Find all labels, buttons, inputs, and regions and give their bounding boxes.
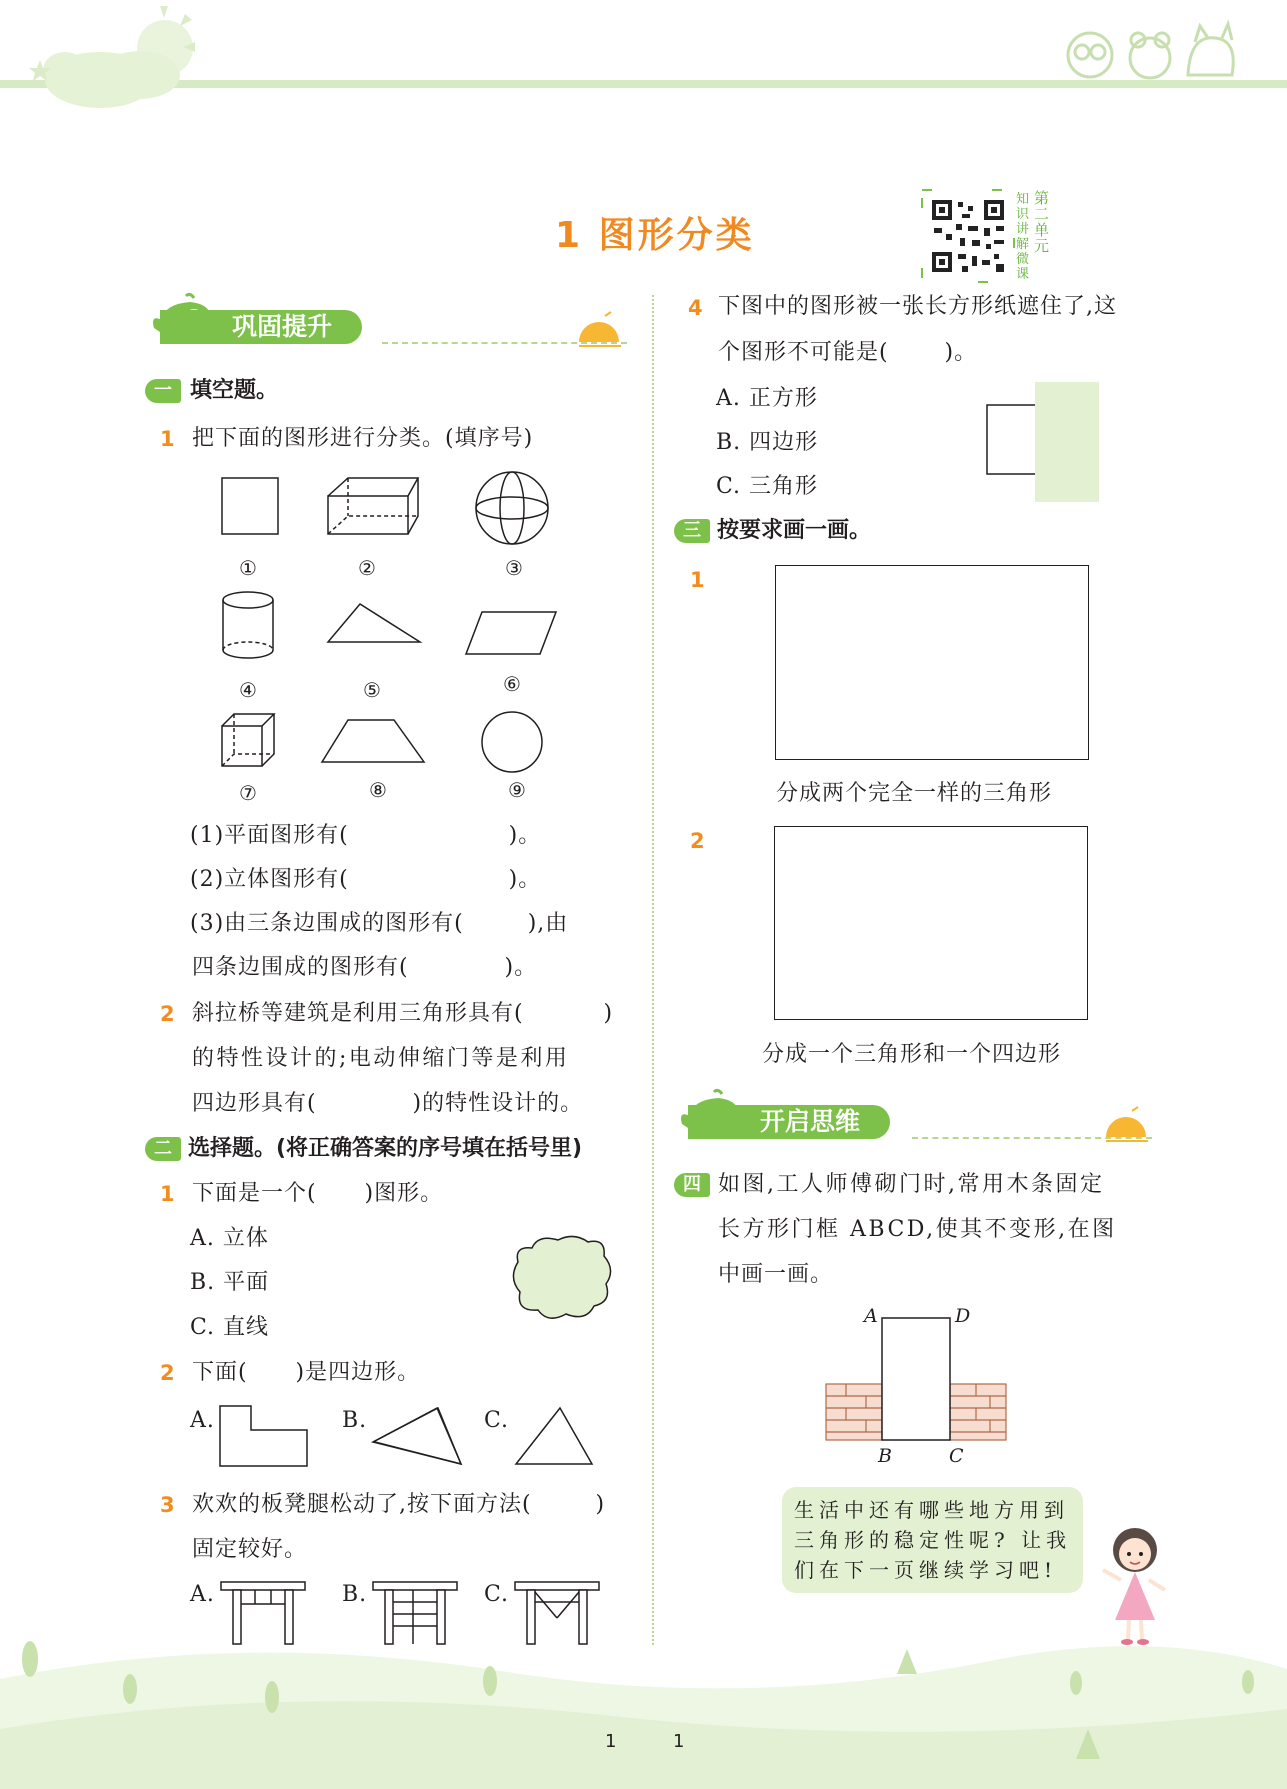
l-shape-hexagon xyxy=(220,1406,307,1466)
vertex-label-a: A xyxy=(864,1305,878,1327)
option-b[interactable]: B. xyxy=(342,1582,368,1607)
shape-label: ② xyxy=(358,556,376,580)
tip-line: 三角形的稳定性呢? 让我 xyxy=(794,1528,1072,1552)
problem-text[interactable]: 下面( )是四边形。 xyxy=(192,1360,421,1385)
answer-line[interactable]: (3)由三条边围成的图形有( ),由 xyxy=(190,911,569,936)
problem-number: 2 xyxy=(160,1002,175,1026)
option-b[interactable]: B. xyxy=(342,1408,368,1433)
qr-code[interactable] xyxy=(922,190,1014,282)
page-number-left: 1 xyxy=(605,1731,617,1752)
triangle-shape xyxy=(328,604,420,642)
problem-number: 3 xyxy=(160,1493,175,1517)
problem-number: 1 xyxy=(160,1182,175,1206)
drawing-box-2[interactable] xyxy=(774,826,1088,1020)
quadrilateral-options xyxy=(215,1400,615,1480)
question-title-draw: 按要求画一画。 xyxy=(717,518,872,543)
quadrilateral-shape-b xyxy=(373,1408,461,1464)
shape-label: ③ xyxy=(505,556,523,580)
drawing-caption-1: 分成两个完全一样的三角形 xyxy=(776,781,1053,806)
question-badge-1: 一 xyxy=(145,379,181,403)
option-c[interactable]: C. 直线 xyxy=(190,1315,270,1340)
problem-text: 下图中的图形被一张长方形纸遮住了,这 xyxy=(718,294,1117,319)
cube-shape xyxy=(222,714,274,766)
shape-label: ⑧ xyxy=(369,778,387,802)
shape-label: ⑦ xyxy=(239,781,257,805)
shape-label: ⑤ xyxy=(363,678,381,702)
trapezoid-shape xyxy=(322,720,424,762)
page-number-right: 1 xyxy=(673,1731,685,1752)
sphere-shape xyxy=(476,472,548,544)
problem-text[interactable]: 个图形不可能是( )。 xyxy=(718,340,978,365)
tip-line: 们在下一页继续学习吧! xyxy=(794,1558,1058,1582)
option-b[interactable]: B. 平面 xyxy=(190,1270,270,1295)
problem-text: 中画一画。 xyxy=(718,1262,834,1287)
problem-text: 的特性设计的;电动伸缩门等是利用 xyxy=(192,1046,570,1071)
animal-faces-decoration xyxy=(1060,20,1240,90)
cloud-sun-decoration xyxy=(10,0,210,110)
question-title-choice: 选择题。(将正确答案的序号填在括号里) xyxy=(188,1136,583,1161)
answer-line[interactable]: (1)平面图形有( )。 xyxy=(190,823,542,848)
triangle-option xyxy=(516,1408,592,1464)
vertex-label-c: C xyxy=(949,1445,964,1467)
problem-number: 1 xyxy=(160,427,175,451)
problem-number: 1 xyxy=(690,568,705,592)
question-badge-4: 四 xyxy=(674,1173,710,1197)
problem-number: 2 xyxy=(690,829,705,853)
problem-text[interactable]: 下面是一个( )图形。 xyxy=(192,1181,444,1206)
door-frame-figure[interactable] xyxy=(826,1316,1016,1436)
page-title: 1 图形分类 xyxy=(555,215,755,256)
option-a[interactable]: A. 立体 xyxy=(190,1226,269,1251)
answer-line[interactable]: 四条边围成的图形有( )。 xyxy=(192,955,538,980)
option-a[interactable]: A. xyxy=(190,1408,215,1433)
problem-text[interactable]: 欢欢的板凳腿松动了,按下面方法( ) xyxy=(192,1492,606,1517)
cuboid-shape xyxy=(328,478,418,534)
drawing-box-1[interactable] xyxy=(775,565,1089,760)
answer-line[interactable]: (2)立体图形有( )。 xyxy=(190,867,542,892)
option-c[interactable]: C. xyxy=(484,1582,510,1607)
problem-text[interactable]: 四边形具有( )的特性设计的。 xyxy=(192,1091,584,1116)
option-c[interactable]: C. 三角形 xyxy=(716,474,819,499)
footer-hills xyxy=(0,1619,1287,1789)
sunset-icon xyxy=(575,312,625,352)
shape-label: ① xyxy=(239,556,257,580)
problem-text: 长方形门框 ABCD,使其不变形,在图 xyxy=(718,1217,1117,1242)
option-b[interactable]: B. 四边形 xyxy=(716,430,819,455)
qr-caption-lecture: 知识讲解微课 xyxy=(1016,192,1030,282)
problem-number: 4 xyxy=(688,296,703,320)
shape-label: ⑨ xyxy=(508,778,526,802)
tip-bubble xyxy=(782,1487,1083,1593)
question-badge-2: 二 xyxy=(145,1137,181,1161)
drawing-caption-2: 分成一个三角形和一个四边形 xyxy=(762,1042,1062,1067)
covered-shape-figure xyxy=(985,380,1105,505)
tip-line: 生活中还有哪些地方用到 xyxy=(794,1498,1069,1522)
shapes-grid xyxy=(210,470,570,800)
option-a[interactable]: A. 正方形 xyxy=(716,386,818,411)
option-a[interactable]: A. xyxy=(190,1582,215,1607)
problem-text: 把下面的图形进行分类。(填序号) xyxy=(192,426,534,451)
question-badge-3: 三 xyxy=(674,519,710,543)
vertex-label-b: B xyxy=(878,1445,892,1467)
parallelogram-shape xyxy=(466,612,556,654)
vertex-label-d: D xyxy=(955,1305,971,1327)
quadrilateral-shape xyxy=(373,1408,461,1464)
section-banner-thinking: 开启思维 xyxy=(688,1105,890,1139)
sunset-icon xyxy=(1102,1107,1152,1147)
blob-shape xyxy=(508,1232,618,1322)
circle-shape xyxy=(482,712,542,772)
cylinder-shape xyxy=(223,592,273,658)
shape-label: ④ xyxy=(239,678,257,702)
shape-label: ⑥ xyxy=(503,672,521,696)
question-title-fill: 填空题。 xyxy=(190,378,279,403)
problem-number: 2 xyxy=(160,1361,175,1385)
option-c[interactable]: C. xyxy=(484,1408,510,1433)
section-banner-consolidate: 巩固提升 xyxy=(160,310,362,344)
door-frame-abcd xyxy=(882,1318,950,1440)
square-shape xyxy=(222,478,278,534)
column-divider xyxy=(652,295,654,1645)
problem-text: 如图,工人师傅砌门时,常用木条固定 xyxy=(718,1172,1105,1197)
problem-text[interactable]: 斜拉桥等建筑是利用三角形具有( ) xyxy=(192,1001,614,1026)
qr-caption-unit: 第二单元 xyxy=(1034,189,1050,255)
problem-text: 固定较好。 xyxy=(192,1537,308,1562)
